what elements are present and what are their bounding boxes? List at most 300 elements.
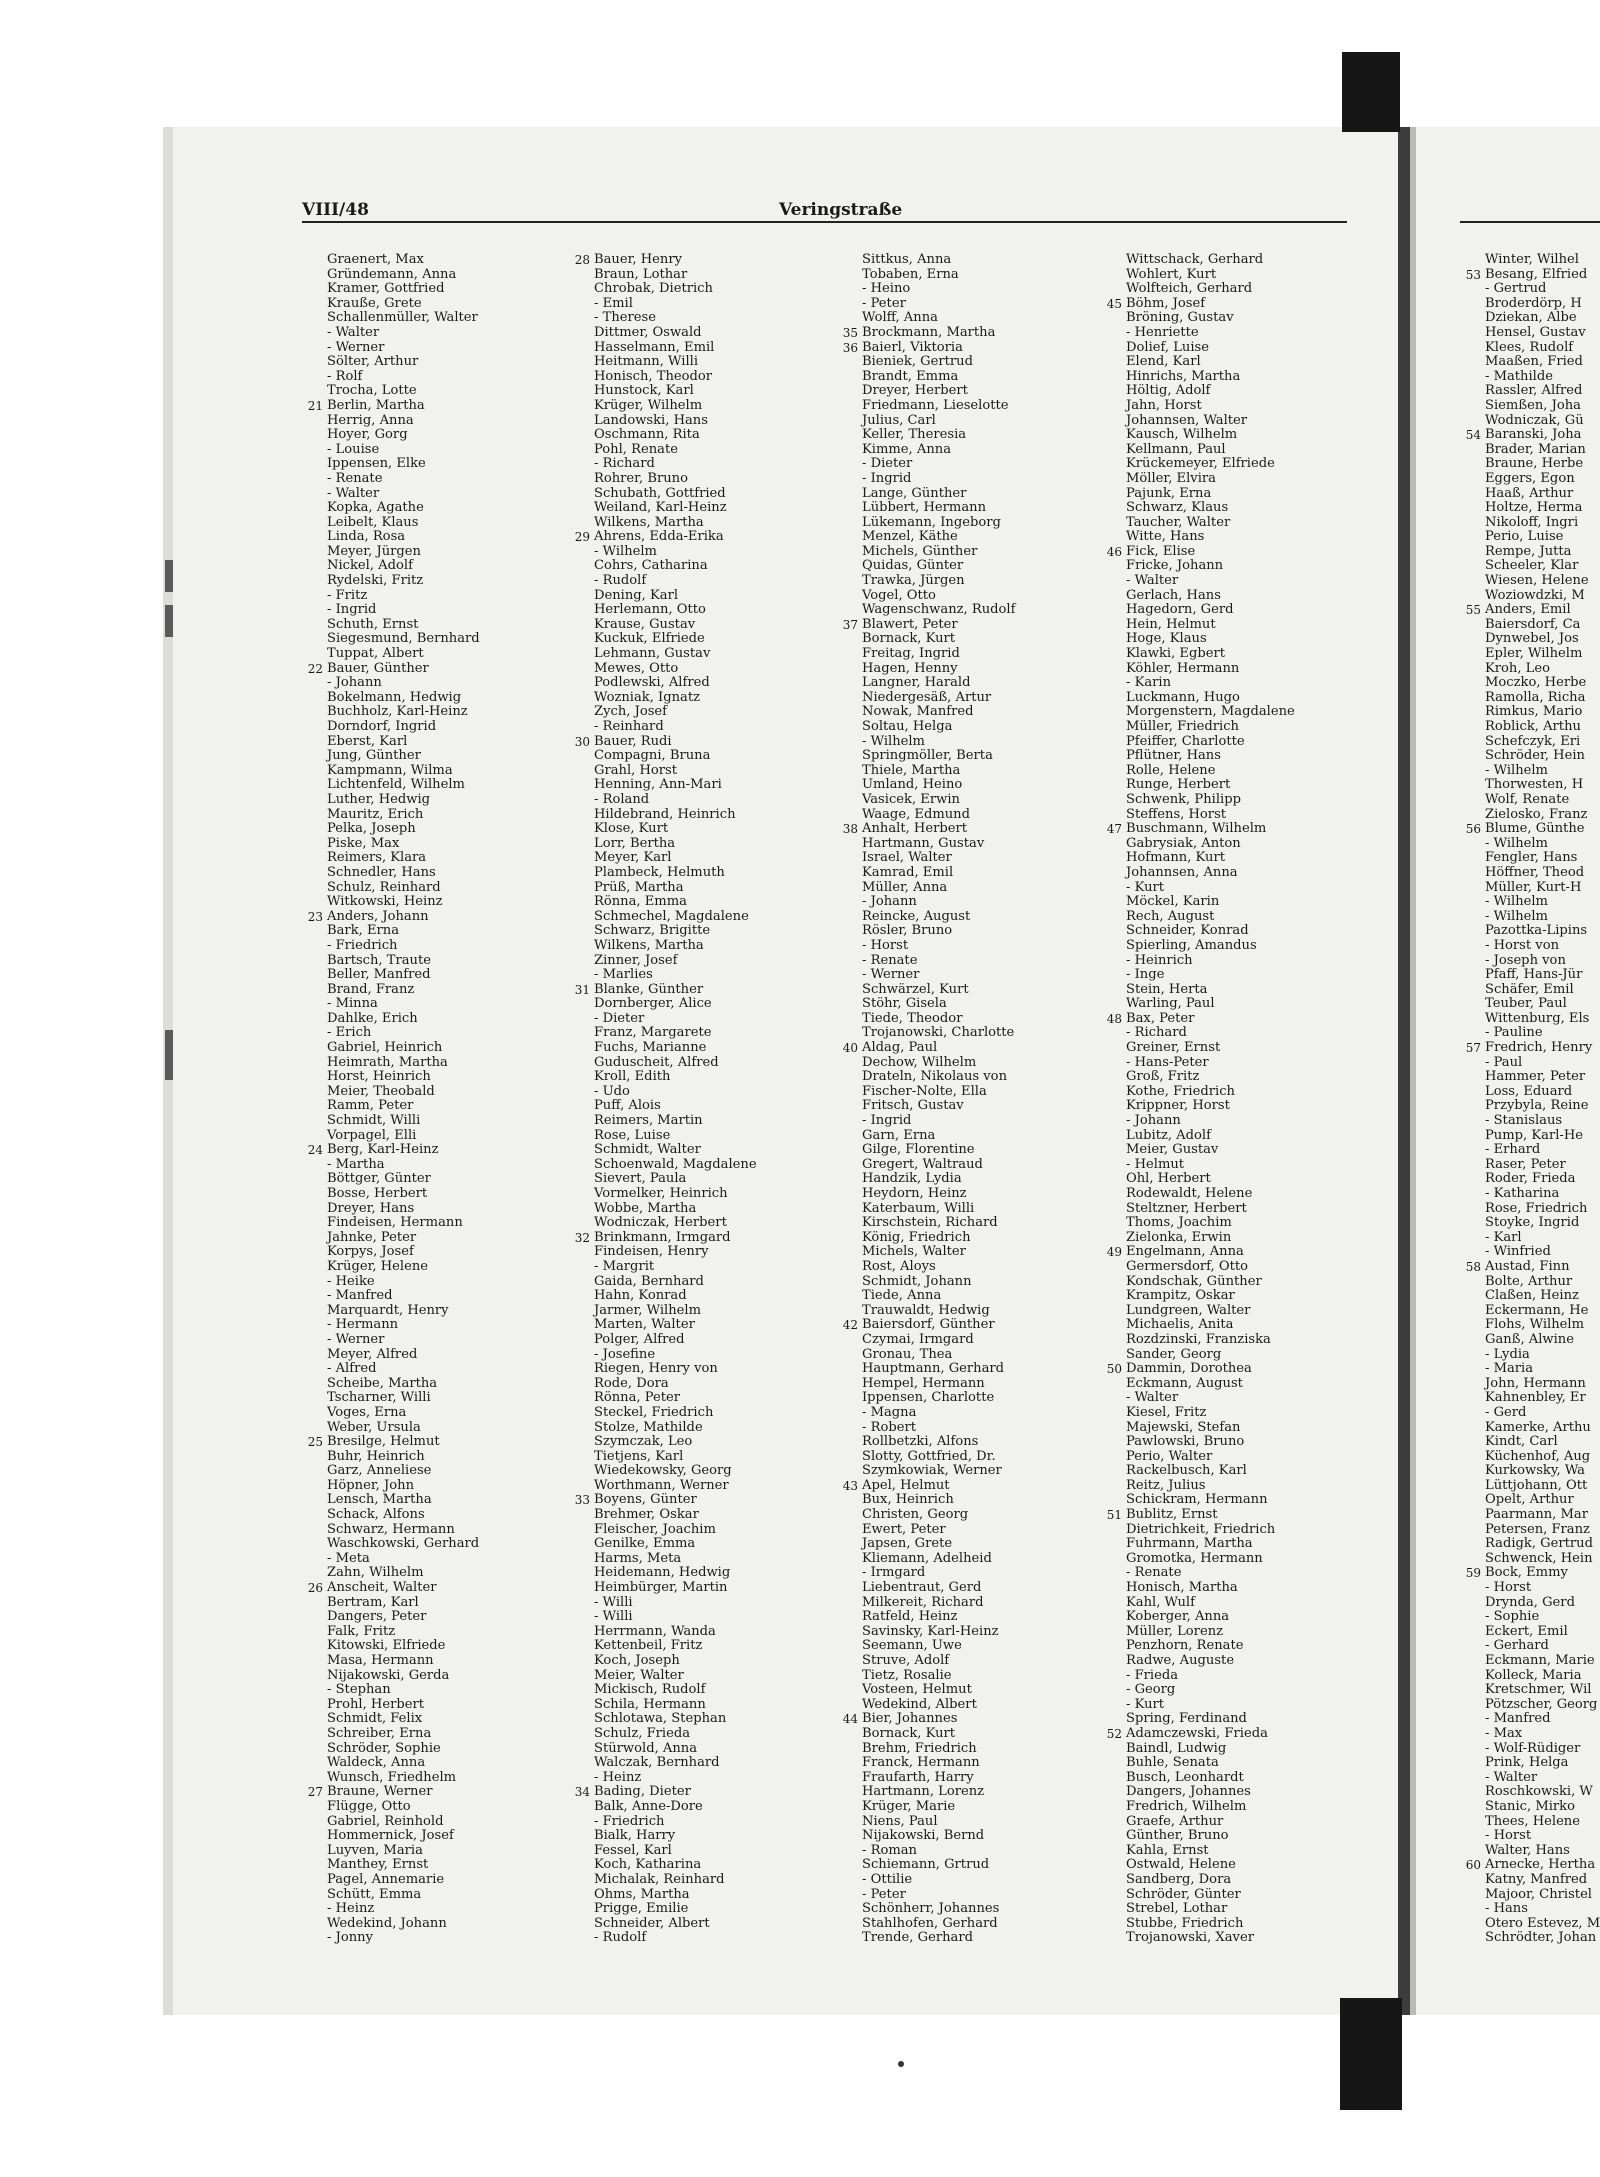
resident-name: Perio, Luise — [1485, 529, 1564, 545]
resident-name: Besang, Elfried — [1485, 266, 1588, 282]
resident-name: Bornack, Kurt — [862, 1725, 956, 1741]
resident-name: Roschkowski, W — [1485, 1784, 1593, 1800]
resident-entry — [862, 1785, 1015, 1800]
resident-entry — [1485, 501, 1600, 516]
resident-name: Handzik, Lydia — [862, 1171, 962, 1187]
resident-entry — [1485, 1493, 1600, 1508]
resident-column-2 — [574, 252, 757, 1946]
resident-entry — [1465, 821, 1600, 837]
resident-name: Brand, Franz — [327, 981, 415, 997]
resident-entry — [1485, 1829, 1600, 1844]
resident-name: Dietrichkeit, Friedrich — [1126, 1521, 1276, 1537]
resident-name: Elend, Karl — [1126, 354, 1201, 370]
resident-entry — [1126, 1785, 1295, 1800]
resident-entry — [1126, 1172, 1295, 1187]
book-gutter-shadow — [1410, 127, 1416, 2015]
resident-entry — [1485, 1056, 1600, 1071]
resident-name: Klees, Rudolf — [1485, 339, 1574, 355]
resident-entry — [1485, 997, 1600, 1012]
resident-name: Drynda, Gerd — [1485, 1594, 1575, 1610]
resident-entry — [862, 1552, 1015, 1567]
resident-entry — [1126, 457, 1295, 472]
resident-name: - Kurt — [1126, 879, 1165, 895]
resident-name: - Ingrid — [327, 602, 377, 618]
resident-entry — [594, 720, 757, 735]
resident-entry — [1126, 1742, 1295, 1757]
resident-entry — [594, 1873, 757, 1888]
house-number: 44 — [842, 1712, 858, 1727]
resident-entry — [594, 1815, 757, 1830]
resident-name: Krause, Gustav — [594, 616, 696, 632]
resident-entry — [1126, 1450, 1295, 1465]
resident-entry — [1106, 1010, 1295, 1027]
resident-entry — [862, 1012, 1015, 1027]
resident-entry — [1126, 1654, 1295, 1669]
resident-entry — [862, 559, 1015, 574]
resident-name: - Karin — [1126, 675, 1172, 691]
resident-name: Fuchs, Marianne — [594, 1040, 707, 1056]
resident-entry — [327, 1333, 480, 1348]
resident-entry — [1126, 1318, 1295, 1333]
resident-entry — [1465, 1040, 1600, 1056]
resident-name: Springmöller, Berta — [862, 748, 993, 764]
resident-name: Quidas, Günter — [862, 558, 964, 574]
resident-name: Broderdörp, H — [1485, 295, 1582, 311]
resident-entry — [862, 1216, 1015, 1231]
resident-entry — [1485, 1070, 1600, 1085]
resident-entry — [1485, 1450, 1600, 1465]
resident-entry — [1126, 268, 1295, 283]
resident-entry — [594, 443, 757, 458]
resident-name: Herlemann, Otto — [594, 602, 706, 618]
resident-name: Slotty, Gottfried, Dr. — [862, 1448, 996, 1464]
resident-entry — [327, 1289, 480, 1304]
resident-name: Bauer, Günther — [327, 660, 429, 676]
resident-entry — [594, 822, 757, 837]
resident-name: - Heinrich — [1126, 952, 1193, 968]
resident-name: Braune, Herbe — [1485, 456, 1584, 472]
resident-name: Ippensen, Charlotte — [862, 1390, 995, 1406]
resident-name: Pfaff, Hans-Jür — [1485, 967, 1583, 983]
resident-name: Müller, Lorenz — [1126, 1623, 1224, 1639]
resident-entry — [327, 895, 480, 910]
resident-name: Gabriel, Heinrich — [327, 1040, 443, 1056]
resident-name: Kamrad, Emil — [862, 864, 954, 880]
resident-entry — [594, 1508, 757, 1523]
resident-name: Franck, Hermann — [862, 1755, 980, 1771]
resident-entry — [862, 1114, 1015, 1129]
house-number: 52 — [1106, 1726, 1122, 1741]
resident-name: Groß, Fritz — [1126, 1069, 1200, 1085]
resident-entry — [594, 1742, 757, 1757]
resident-name: Niens, Paul — [862, 1813, 938, 1829]
resident-entry — [1126, 1333, 1295, 1348]
house-number: 59 — [1465, 1566, 1481, 1581]
resident-name: Thorwesten, H — [1485, 777, 1584, 793]
resident-name: Adamczewski, Frieda — [1126, 1725, 1268, 1741]
resident-name: Witte, Hans — [1126, 529, 1205, 545]
resident-name: Szymkowiak, Werner — [862, 1463, 1002, 1479]
resident-entry — [1485, 589, 1600, 604]
resident-entry — [862, 778, 1015, 793]
resident-entry — [307, 908, 480, 925]
resident-entry — [862, 1099, 1015, 1114]
resident-name: Wiesen, Helene — [1485, 573, 1589, 589]
resident-name: Sittkus, Anna — [862, 252, 952, 267]
resident-entry — [327, 1245, 480, 1260]
resident-name: Fischer-Nolte, Ella — [862, 1083, 987, 1099]
resident-entry — [327, 924, 480, 939]
resident-name: Kolleck, Maria — [1485, 1667, 1582, 1683]
resident-name: Baiersdorf, Ca — [1485, 616, 1581, 632]
resident-entry — [1485, 1099, 1600, 1114]
resident-entry — [1485, 881, 1600, 896]
resident-entry — [1126, 1391, 1295, 1406]
resident-name: Kettenbeil, Fritz — [594, 1638, 703, 1654]
resident-name: Voges, Erna — [327, 1404, 407, 1420]
resident-name: - Magna — [862, 1404, 917, 1420]
resident-name: Trocha, Lotte — [327, 383, 417, 399]
resident-name: Scheeler, Klar — [1485, 558, 1579, 574]
resident-name: Brader, Marian — [1485, 441, 1586, 457]
resident-name: Menzel, Käthe — [862, 529, 958, 545]
resident-entry — [862, 1742, 1015, 1757]
resident-entry — [1485, 1172, 1600, 1187]
resident-name: Rempe, Jutta — [1485, 543, 1572, 559]
resident-entry — [1106, 1507, 1295, 1523]
resident-entry — [1126, 618, 1295, 633]
resident-name: Eckert, Emil — [1485, 1623, 1568, 1639]
resident-name: Müller, Anna — [862, 879, 948, 895]
resident-entry — [862, 1727, 1015, 1742]
resident-name: - Josefine — [594, 1346, 656, 1362]
resident-name: Tiede, Anna — [862, 1288, 942, 1304]
house-number: 31 — [574, 982, 590, 997]
resident-name: - Heike — [327, 1273, 375, 1289]
resident-entry — [594, 749, 757, 764]
resident-entry — [327, 1902, 480, 1917]
resident-name: Ramolla, Richa — [1485, 689, 1586, 705]
resident-entry — [327, 1056, 480, 1071]
resident-entry — [1485, 866, 1600, 881]
resident-name: Ippensen, Elke — [327, 456, 426, 472]
resident-entry — [862, 1435, 1015, 1450]
resident-name: Schwenk, Philipp — [1126, 791, 1241, 807]
resident-name: Wolff, Anna — [862, 310, 938, 326]
resident-name: Luther, Hedwig — [327, 791, 431, 807]
resident-name: Fessel, Karl — [594, 1842, 672, 1858]
resident-entry — [1485, 384, 1600, 399]
resident-entry — [1126, 1348, 1295, 1363]
resident-entry — [862, 501, 1015, 516]
resident-name: - Horst — [862, 937, 909, 953]
resident-entry — [327, 647, 480, 662]
resident-entry — [1126, 1917, 1295, 1932]
resident-entry — [594, 1260, 757, 1275]
resident-name: Jahn, Horst — [1126, 397, 1202, 413]
resident-entry — [1485, 1391, 1600, 1406]
resident-entry — [1485, 808, 1600, 823]
resident-name: Blanke, Günther — [594, 981, 704, 997]
resident-name: Balk, Anne-Dore — [594, 1798, 703, 1814]
resident-entry — [862, 297, 1015, 312]
resident-name: Wolfteich, Gerhard — [1126, 281, 1253, 297]
resident-name: Milkereit, Richard — [862, 1594, 984, 1610]
resident-entry — [327, 808, 480, 823]
resident-entry — [1126, 662, 1295, 677]
resident-name: Rose, Friedrich — [1485, 1200, 1588, 1216]
resident-name: Linda, Rosa — [327, 529, 406, 545]
resident-name: - Mathilde — [1485, 368, 1554, 384]
resident-name: Pawlowski, Bruno — [1126, 1434, 1245, 1450]
resident-name: Trawka, Jürgen — [862, 573, 965, 589]
resident-name: Dening, Karl — [594, 587, 679, 603]
resident-entry — [327, 1377, 480, 1392]
resident-name: Krippner, Horst — [1126, 1098, 1230, 1114]
resident-entry — [862, 472, 1015, 487]
resident-entry — [594, 1756, 757, 1771]
resident-entry — [1126, 1931, 1295, 1946]
resident-name: Hommernick, Josef — [327, 1828, 454, 1844]
resident-name: Beller, Manfred — [327, 967, 431, 983]
resident-name: Vogel, Otto — [862, 587, 936, 603]
resident-name: Bresilge, Helmut — [327, 1434, 440, 1450]
house-number: 57 — [1465, 1041, 1481, 1056]
resident-entry — [594, 1318, 757, 1333]
resident-name: Fick, Elise — [1126, 543, 1196, 559]
resident-name: Schröder, Günter — [1126, 1886, 1241, 1902]
resident-entry — [1485, 676, 1600, 691]
next-page-header-rule — [1460, 221, 1600, 223]
resident-entry — [327, 545, 480, 560]
resident-entry — [862, 1275, 1015, 1290]
resident-name: Honisch, Theodor — [594, 368, 713, 384]
resident-name: - Fritz — [327, 587, 368, 603]
resident-name: Puff, Alois — [594, 1098, 661, 1114]
resident-name: Wohlert, Kurt — [1126, 266, 1217, 282]
resident-entry — [1485, 559, 1600, 574]
resident-entry — [1126, 399, 1295, 414]
resident-entry — [1485, 1158, 1600, 1173]
resident-entry — [1126, 1056, 1295, 1071]
resident-name: Rolle, Helene — [1126, 762, 1216, 778]
resident-name: - Louise — [327, 441, 380, 457]
resident-entry — [1485, 1873, 1600, 1888]
resident-name: - Richard — [1126, 1025, 1187, 1041]
resident-entry — [1126, 355, 1295, 370]
resident-entry — [1126, 1231, 1295, 1246]
street-title: Veringstraße — [779, 200, 903, 220]
resident-name: Lehmann, Gustav — [594, 646, 711, 662]
resident-name: Thiele, Martha — [862, 762, 961, 778]
resident-name: - Ottilie — [862, 1871, 913, 1887]
resident-entry — [1126, 851, 1295, 866]
resident-entry — [862, 1771, 1015, 1786]
resident-name: Schulz, Frieda — [594, 1725, 691, 1741]
resident-entry — [327, 1669, 480, 1684]
resident-entry — [594, 414, 757, 429]
resident-name: Witkowski, Heinz — [327, 894, 443, 910]
resident-name: - Minna — [327, 996, 378, 1012]
resident-entry — [594, 618, 757, 633]
resident-name: Gregert, Waltraud — [862, 1156, 983, 1172]
house-number: 49 — [1106, 1245, 1122, 1260]
resident-name: Stubbe, Friedrich — [1126, 1915, 1244, 1931]
resident-entry — [862, 1406, 1015, 1421]
resident-entry — [594, 837, 757, 852]
resident-name: Schäfer, Emil — [1485, 981, 1574, 997]
resident-name: Kopka, Agathe — [327, 500, 424, 516]
resident-name: Schmidt, Willi — [327, 1113, 421, 1129]
resident-name: - Emil — [594, 295, 633, 311]
resident-entry — [1126, 1698, 1295, 1713]
resident-entry — [327, 1858, 480, 1873]
resident-entry — [327, 1610, 480, 1625]
resident-name: Dynwebel, Jos — [1485, 631, 1579, 647]
resident-entry — [1126, 1596, 1295, 1611]
resident-name: Pump, Karl-He — [1485, 1127, 1583, 1143]
resident-entry — [1126, 326, 1295, 341]
resident-entry — [327, 1172, 480, 1187]
resident-name: Landowski, Hans — [594, 412, 708, 428]
resident-entry — [327, 1829, 480, 1844]
resident-entry — [1485, 1727, 1600, 1742]
resident-entry — [862, 457, 1015, 472]
resident-name: - Hermann — [327, 1317, 399, 1333]
resident-name: Sander, Georg — [1126, 1346, 1222, 1362]
resident-name: Gilge, Florentine — [862, 1142, 975, 1158]
resident-entry — [1126, 487, 1295, 502]
resident-column-5 — [1465, 252, 1600, 1946]
resident-entry — [594, 1348, 757, 1363]
resident-entry — [327, 574, 480, 589]
resident-name: Bosse, Herbert — [327, 1186, 428, 1201]
resident-entry — [594, 1158, 757, 1173]
resident-entry — [327, 341, 480, 356]
resident-name: Fuhrmann, Martha — [1126, 1536, 1253, 1552]
resident-entry — [1485, 1114, 1600, 1129]
resident-entry — [862, 530, 1015, 545]
resident-name: Brockmann, Martha — [862, 324, 996, 340]
resident-name: Mewes, Otto — [594, 660, 679, 676]
resident-entry — [862, 603, 1015, 618]
resident-entry — [594, 384, 757, 399]
resident-name: Bading, Dieter — [594, 1784, 691, 1800]
resident-name: Rode, Dora — [594, 1375, 669, 1391]
resident-entry — [1485, 939, 1600, 954]
resident-entry — [594, 676, 757, 691]
resident-entry — [1485, 545, 1600, 560]
resident-entry — [327, 1026, 480, 1041]
resident-entry — [594, 399, 757, 414]
resident-entry — [594, 954, 757, 969]
resident-name: Spierling, Amandus — [1126, 937, 1257, 953]
resident-entry — [862, 1158, 1015, 1173]
resident-entry — [1485, 516, 1600, 531]
resident-name: Stahlhofen, Gerhard — [862, 1915, 998, 1931]
resident-entry — [594, 1537, 757, 1552]
resident-name: Bokelmann, Hedwig — [327, 689, 462, 705]
resident-name: Flohs, Wilhelm — [1485, 1317, 1585, 1333]
resident-entry — [1485, 282, 1600, 297]
resident-entry — [1485, 691, 1600, 706]
resident-name: Herrmann, Wanda — [594, 1623, 716, 1639]
resident-entry — [1126, 778, 1295, 793]
resident-name: Stein, Herta — [1126, 981, 1208, 997]
resident-entry — [1126, 1712, 1295, 1727]
resident-name: - Dieter — [594, 1010, 645, 1026]
resident-name: Jarmer, Wilhelm — [594, 1302, 702, 1318]
resident-name: Ramm, Peter — [327, 1098, 414, 1114]
resident-entry — [307, 1580, 480, 1596]
resident-entry — [327, 1712, 480, 1727]
resident-name: - Wilhelm — [1485, 835, 1548, 851]
resident-entry — [1485, 1654, 1600, 1669]
resident-name: Kroh, Leo — [1485, 660, 1551, 676]
resident-entry — [1126, 1099, 1295, 1114]
resident-entry — [1126, 676, 1295, 691]
resident-name: Vormelker, Heinrich — [594, 1186, 728, 1201]
resident-name: Schreiber, Erna — [327, 1725, 432, 1741]
resident-name: Krüger, Wilhelm — [594, 397, 703, 413]
resident-entry — [594, 1172, 757, 1187]
resident-name: Kausch, Wilhelm — [1126, 427, 1238, 443]
resident-name: John, Hermann — [1485, 1375, 1586, 1391]
resident-entry — [594, 1085, 757, 1100]
resident-name: Braune, Werner — [327, 1784, 433, 1800]
resident-entry — [594, 487, 757, 502]
resident-name: Schröder, Sophie — [327, 1740, 441, 1756]
resident-entry — [862, 647, 1015, 662]
resident-entry — [862, 1070, 1015, 1085]
resident-entry — [1485, 1800, 1600, 1815]
resident-name: Leibelt, Klaus — [327, 514, 419, 530]
resident-entry — [1126, 837, 1295, 852]
resident-name: Heydorn, Heinz — [862, 1186, 967, 1201]
resident-entry — [1485, 793, 1600, 808]
resident-name: Klose, Kurt — [594, 821, 669, 837]
resident-name: - Henriette — [1126, 324, 1199, 340]
resident-name: Meyer, Jürgen — [327, 543, 421, 559]
resident-name: Brehmer, Oskar — [594, 1507, 699, 1523]
resident-entry — [842, 1040, 1015, 1056]
resident-entry — [1485, 1289, 1600, 1304]
resident-entry — [594, 1829, 757, 1844]
resident-entry — [862, 1450, 1015, 1465]
resident-entry — [594, 545, 757, 560]
resident-name: Seemann, Uwe — [862, 1638, 962, 1654]
resident-name: - Reinhard — [594, 719, 664, 734]
resident-name: Ganß, Alwine — [1485, 1331, 1574, 1347]
resident-name: Garn, Erna — [862, 1127, 936, 1143]
resident-entry — [327, 1552, 480, 1567]
resident-name: Radigk, Gertrud — [1485, 1536, 1593, 1552]
resident-name: - Friedrich — [327, 937, 398, 953]
resident-name: Eckermann, He — [1485, 1302, 1589, 1318]
resident-entry — [594, 1202, 757, 1217]
resident-name: Luckmann, Hugo — [1126, 689, 1240, 705]
resident-entry — [594, 589, 757, 604]
resident-name: Herrig, Anna — [327, 412, 414, 428]
resident-name: Pajunk, Erna — [1126, 485, 1212, 501]
house-number: 43 — [842, 1478, 858, 1493]
resident-entry — [1485, 457, 1600, 472]
resident-entry — [594, 268, 757, 283]
resident-entry — [594, 1639, 757, 1654]
resident-name: Dammin, Dorothea — [1126, 1361, 1252, 1377]
resident-name: Reitz, Julius — [1126, 1477, 1206, 1493]
resident-entry — [594, 939, 757, 954]
